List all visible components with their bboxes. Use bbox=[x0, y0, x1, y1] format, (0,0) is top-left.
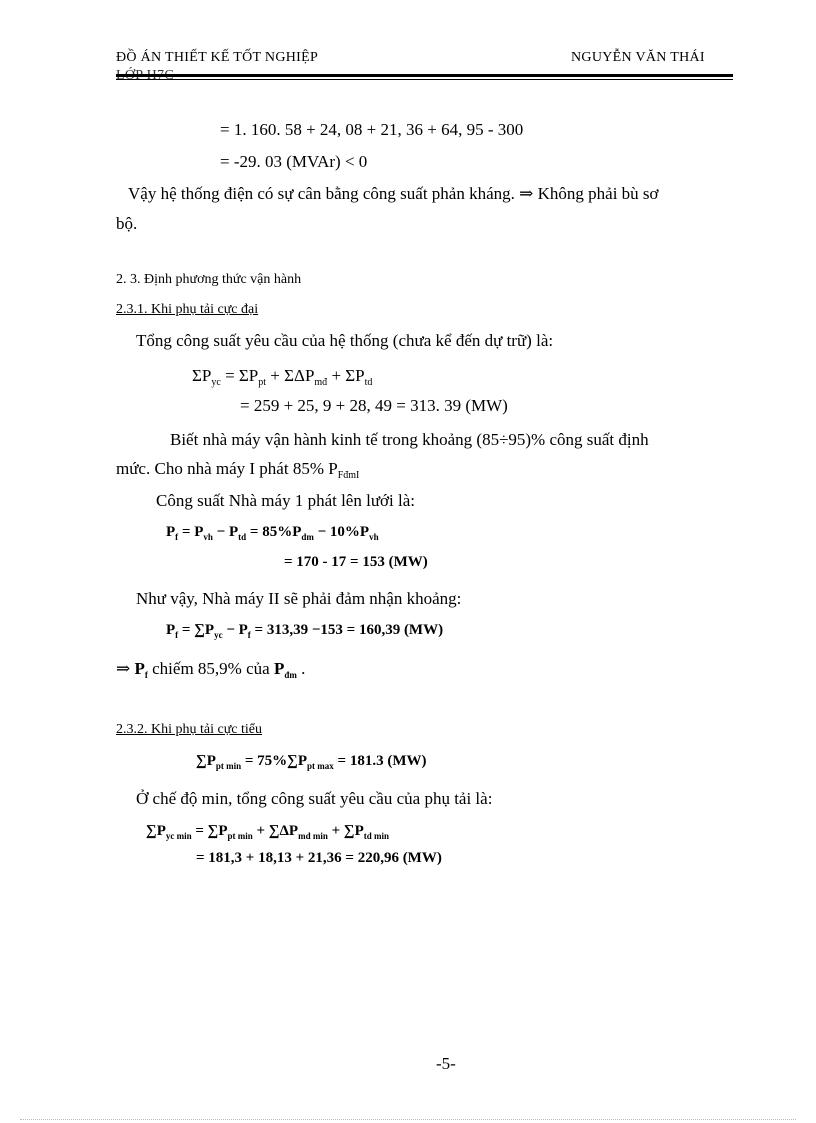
eq5-a-sub: yc bbox=[214, 630, 223, 640]
eq7-c: + ∑ΔP bbox=[252, 823, 299, 839]
eq7-a-sub: yc min bbox=[165, 831, 192, 841]
eq1-term-a: = ΣP bbox=[220, 366, 259, 385]
equation-plant1 bbox=[166, 524, 379, 542]
eq7-c-sub: md min bbox=[298, 831, 328, 841]
page-number: -5- bbox=[436, 1054, 456, 1073]
paragraph-economic-range: Biết nhà máy vận hành kinh tế trong khoảng (85÷95)% công suất định bbox=[170, 430, 649, 449]
eq1-lhs: ΣP bbox=[192, 366, 212, 385]
section-2-3-heading: 2. 3. Định phương thức vận hành bbox=[116, 272, 302, 287]
line-calc-2: = -29. 03 (MVAr) < 0 bbox=[220, 152, 368, 171]
p5-q-sub: đm bbox=[284, 670, 297, 680]
eq7-d: + ∑P bbox=[327, 823, 364, 839]
eq5-b: − P bbox=[222, 622, 248, 638]
eq6-c: = 181.3 (MW) bbox=[333, 753, 427, 769]
eq5-c: = 313,39 −153 = 160,39 (MW) bbox=[250, 622, 444, 638]
equation-min-total-result: = 181,3 + 18,13 + 21,36 = 220,96 (MW) bbox=[196, 850, 442, 866]
p5-mid: chiếm 85,9% của bbox=[147, 659, 274, 678]
eq1-lhs-sub: yc bbox=[211, 377, 221, 388]
paragraph-balance: Vậy hệ thống điện có sự cân bằng công suất phản kháng. ⇒ Không phải bù sơ bbox=[128, 184, 659, 203]
eq3-d-sub: vh bbox=[369, 532, 379, 542]
eq6-b-sub: pt max bbox=[307, 761, 334, 771]
header-left: ĐỒ ÁN THIẾT KẾ TỐT NGHIỆP bbox=[116, 50, 319, 65]
paragraph-min-mode: Ở chế độ min, tổng công suất yêu cầu của phụ tải là: bbox=[136, 789, 493, 808]
eq1-term-b-sub: mđ bbox=[314, 377, 328, 388]
arrow-icon: ⇒ bbox=[116, 659, 131, 678]
eq3-c-sub: dm bbox=[301, 532, 314, 542]
equation-total-power bbox=[192, 366, 372, 388]
eq3-a: = P bbox=[178, 524, 204, 540]
eq5-p-sub: f bbox=[175, 630, 179, 640]
paragraph-balance-cont: bộ. bbox=[116, 214, 138, 233]
p2b-sub: FđmI bbox=[337, 470, 360, 481]
section-2-3-1-heading: 2.3.1. Khi phụ tải cực đại bbox=[116, 302, 259, 317]
eq5-b-sub: f bbox=[247, 630, 251, 640]
eq1-term-a-sub: pt bbox=[258, 377, 267, 388]
eq7-b-sub: pt min bbox=[227, 831, 253, 841]
footer-dotted-rule bbox=[20, 1119, 796, 1120]
eq3-d: − 10%P bbox=[313, 524, 370, 540]
eq3-c: = 85%P bbox=[246, 524, 302, 540]
eq6-a: ∑P bbox=[196, 753, 216, 769]
line-calc-1: = 1. 160. 58 + 24, 08 + 21, 36 + 64, 95 - 300 bbox=[220, 120, 524, 139]
eq3-b-sub: td bbox=[238, 532, 247, 542]
equation-plant1-result: = 170 - 17 = 153 (MW) bbox=[284, 554, 428, 570]
equation-min-load bbox=[196, 753, 426, 771]
p5-p-sub: f bbox=[144, 670, 148, 680]
p2b-text: mức. Cho nhà máy I phát 85% P bbox=[116, 459, 338, 478]
p5-q: P bbox=[273, 659, 285, 678]
eq6-b: = 75%∑P bbox=[241, 753, 308, 769]
header-rule-thin bbox=[116, 79, 733, 80]
eq5-p: P bbox=[166, 622, 176, 638]
eq1-term-c-sub: td bbox=[364, 377, 373, 388]
p5-end: . bbox=[296, 659, 306, 678]
paragraph-plant1-output: Công suất Nhà máy 1 phát lên lưới là: bbox=[156, 491, 415, 510]
eq5-a: = ∑P bbox=[178, 622, 215, 638]
eq3-p-sub: f bbox=[175, 532, 179, 542]
eq7-a: ∑P bbox=[146, 823, 166, 839]
paragraph-total-power: Tổng công suất yêu cầu của hệ thống (chưa kể đến dự trữ) là: bbox=[136, 331, 554, 350]
eq3-a-sub: vh bbox=[203, 532, 213, 542]
equation-total-power-result: = 259 + 25, 9 + 28, 49 = 313. 39 (MW) bbox=[240, 396, 508, 415]
eq1-term-c: + ΣP bbox=[327, 366, 365, 385]
eq7-d-sub: td min bbox=[363, 831, 390, 841]
paragraph-economic-range-cont bbox=[116, 459, 359, 481]
paragraph-plant2: Như vậy, Nhà máy II sẽ phải đảm nhận khoảng: bbox=[136, 589, 462, 608]
header-rule-thick bbox=[116, 74, 733, 77]
p5-p: P bbox=[134, 659, 145, 678]
equation-plant2 bbox=[166, 622, 443, 640]
section-2-3-2-heading: 2.3.2. Khi phụ tải cực tiểu bbox=[116, 722, 263, 737]
eq6-a-sub: pt min bbox=[215, 761, 242, 771]
eq7-b: = ∑P bbox=[191, 823, 228, 839]
eq1-term-b: + ΣΔP bbox=[266, 366, 315, 385]
equation-min-total bbox=[146, 823, 389, 841]
paragraph-plant2-share bbox=[116, 659, 305, 680]
header-right: NGUYỄN VĂN THÁI bbox=[571, 50, 705, 65]
eq3-p: P bbox=[166, 524, 176, 540]
eq3-b: − P bbox=[212, 524, 239, 540]
